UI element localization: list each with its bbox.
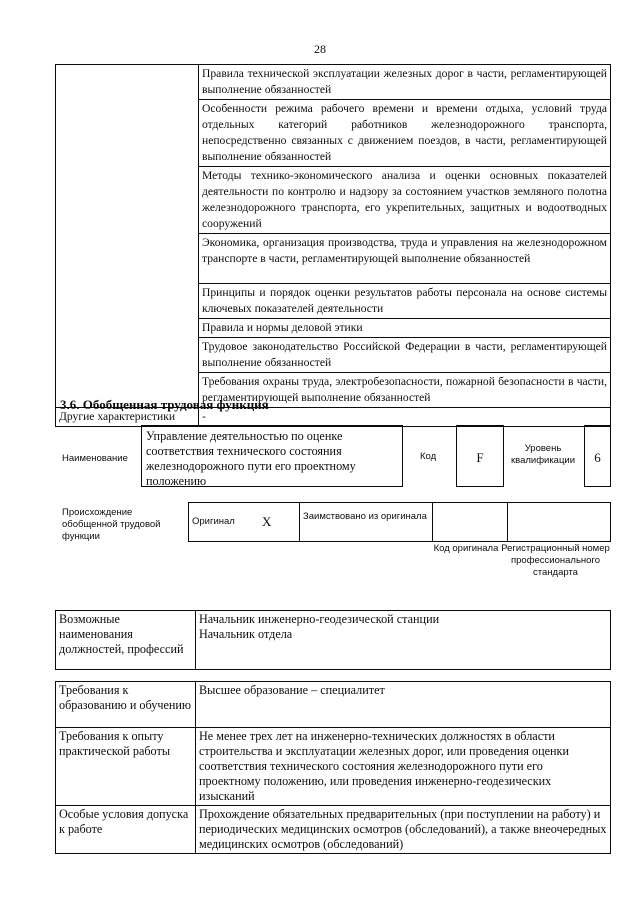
table-row [189,503,611,542]
education-label: Требования к образованию и обучению [56,682,196,728]
table-cell: Правила и нормы деловой этики [199,319,611,338]
table-cell: Трудовое законодательство Российской Федерации в части, регламентирующей выполнение обязанностей [199,338,611,373]
requirements-table [55,681,611,854]
section-title: 3.6. Обобщенная трудовая функция [60,397,269,412]
experience-value: Не менее трех лет на инженерно-технических должностях в области строительства и эксплуатации железных дорог, или проведения оценки соответствия технического состояния железнодорожного пути его проектному положению, или проведения инженерно-геодезических изысканий [196,728,611,806]
name-label: Наименование [62,453,128,464]
positions-table [55,610,611,670]
borrowed-label: Заимствовано из оригинала [300,503,433,542]
experience-label: Требования к опыту практической работы [56,728,196,806]
code-value-box: F [456,425,504,487]
table-row [56,611,611,670]
table-row [56,728,611,806]
function-name-box: Управление деятельностью по оценке соответствия технического состояния железнодорожного пути его проектному положению [141,425,403,487]
origin-table [188,502,611,542]
registration-number-caption: Регистрационный номер профессионального стандарта [501,543,610,578]
empty-label-cell [56,65,199,408]
table-row [56,682,611,728]
position-item: Начальник отдела [199,627,293,641]
other-characteristics-label: Другие характеристики [56,408,199,427]
admission-label: Особые условия допуска к работе [56,806,196,854]
registration-number-cell [508,503,611,542]
original-label: Оригинал [189,503,260,542]
level-value-box: 6 [584,425,611,487]
positions-label: Возможные наименования должностей, профессий [56,611,196,670]
level-label: Уровень квалификации [510,443,576,466]
position-item: Начальник инженерно-геодезической станции [199,612,440,626]
positions-values [196,611,611,670]
table-cell: Особенности режима рабочего времени и времени отдыха, условий труда отдельных категорий работников железнодорожного транспорта, непосредственно связанных с движением поездов, в части, регламентирующей выполнение обязанностей [199,100,611,167]
admission-value: Прохождение обязательных предварительных (при поступлении на работу) и периодических медицинских осмотров (обследований), а также внеочередных медицинских осмотров (обследований) [196,806,611,854]
code-label: Код [420,451,437,462]
other-characteristics-value: - [199,408,611,427]
knowledge-table [55,64,611,427]
table-row [56,65,611,100]
code-original-caption: Код оригинала [433,543,499,554]
table-cell: Требования охраны труда, электробезопасности, пожарной безопасности в части, регламентирующей выполнение обязанностей [199,373,611,408]
table-row [56,806,611,854]
table-cell: Методы технико-экономического анализа и оценки основных показателей деятельности по контролю и надзору за состоянием участков земляного полотна железнодорожного транспорта, его укрепительных, защитных и водоотводных сооружений [199,167,611,234]
table-cell: Принципы и порядок оценки результатов работы персонала на основе системы ключевых показателей деятельности [199,284,611,319]
table-cell: Правила технической эксплуатации железных дорог в части, регламентирующей выполнение обязанностей [199,65,611,100]
origin-label: Происхождение обобщенной трудовой функции [62,507,161,542]
table-cell: Экономика, организация производства, труда и управления на железнодорожном транспорте в части, регламентирующей выполнение обязанностей [199,234,611,284]
education-value: Высшее образование – специалитет [196,682,611,728]
original-mark: X [259,503,300,542]
page-number: 28 [314,42,326,56]
original-code-cell [433,503,508,542]
